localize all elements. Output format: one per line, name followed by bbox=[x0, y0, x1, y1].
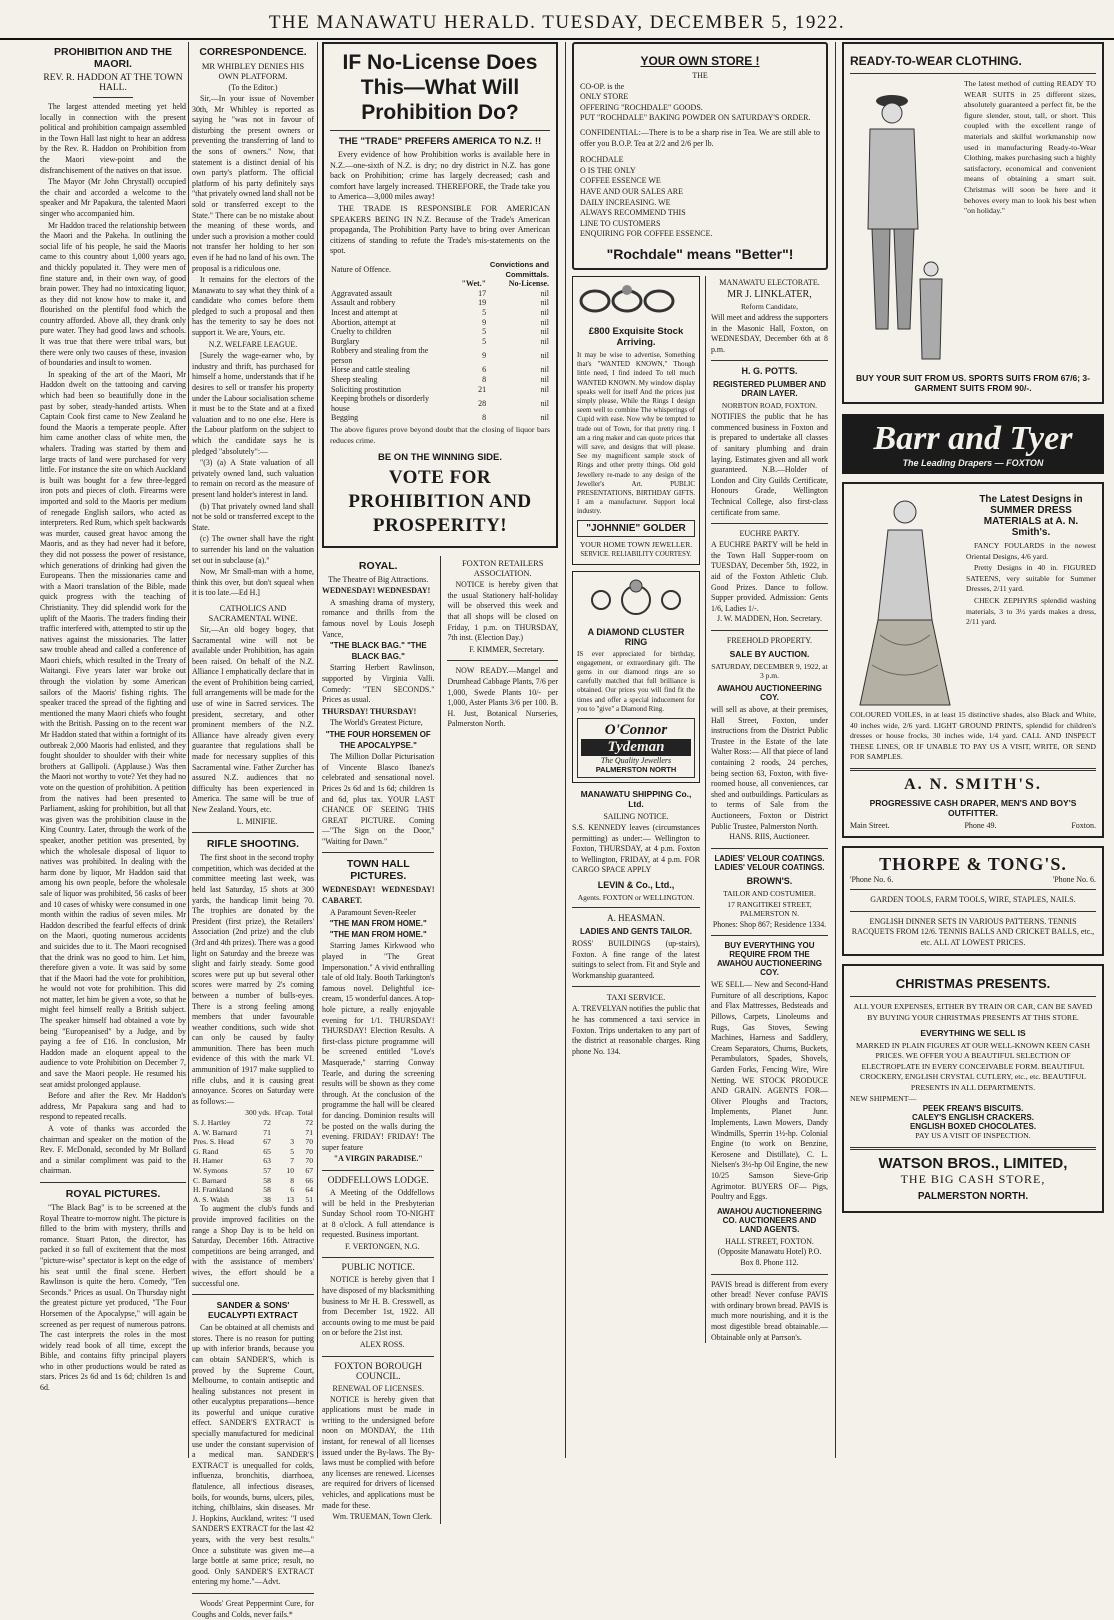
gentleman-illustration-icon bbox=[850, 79, 958, 369]
your-own-store-advert: YOUR OWN STORE ! THE CO-OP. is the ONLY STORE OFFERING "ROCHDALE" GOODS. PUT "ROCHDALE" BAKING POWDER ON SATURDAY'S ORDER. CONFIDENTIAL:—There is to be a sharp rise in Tea. We are still able to offer you B.O.P. Tea at 2/2 and 2/6 per lb. ROCHDALE O IS THE ONLY COFFEE ESSENCE WE HAVE AND OUR SALES ARE DAILY INCREASING. WE ALWAYS RECOMMEND THIS LINE TO CUSTOMERS ENQUIRING FOR COFFEE ESSENCE. "Rochdale" means "Better"! bbox=[572, 42, 828, 270]
summer-dress-advert: The Latest Designs in SUMMER DRESS MATERIALS at A. N. Smith's. FANCY FOULARDS in the newest Oriental Designs, 4/6 yard. Pretty Designs in 40 in. FIGURED SATEENS, very suitable for Summer Dresses, 2/11 yard. CHECK ZEPHYRS splendid washing materials, 3 to 3½ yards makes a dress, 2/11 yard. COLOURED VOILES, in at least 15 distinctive shades, also Black and White, 40 inches wide, 2/6 yard. LIGHT GROUND PRINTS, splendid for children's dresses or house frocks, 30 inches wide, 1/4 yard. CALL AND INSPECT THESE LINES, OR IF UNABLE TO PAY US A VISIT, WRITE, OR SEND FOR SAMPLES. A. N. SMITH'S. PROGRESSIVE CASH DRAPER, MEN'S AND BOY'S OUTFITTER. Main Street. Phone 49. Foxton. bbox=[842, 482, 1104, 838]
town-hall-heading: TOWN HALL PICTURES. bbox=[346, 858, 410, 883]
table-row: Abortion, attempt at 9 nil bbox=[331, 317, 549, 327]
ready-to-wear-advert: READY-TO-WEAR CLOTHING. The latest method of cutting READY TO WEAR SUITS in 25 different sizes, absolutely guaranteed a perfect fit, be the figure slender, stout, tall, or short. This coupled with the excellent range of materials and skilful workmanship now used in manufacturing Ready-to-Wear Clothing, makes purchasing such a highly satisfactory, economical and convenient means of obtaining a smart suit. Christmas will soon be here and it behoves every man to look his best when "on holiday." BUY YOUR SUIT FROM US. SPORTS SUITS FROM 67/6; 3-GARMENT SUITS FROM 90/-. bbox=[842, 42, 1104, 404]
royal-heading: ROYAL. bbox=[358, 560, 398, 573]
thorpe-tongs-advert: THORPE & TONG'S. 'Phone No. 6. 'Phone No. 6. GARDEN TOOLS, FARM TOOLS, WIRE, STAPLES, NAILS. ENGLISH DINNER SETS IN VARIOUS PATTERNS. TENNIS RACQUETS FROM 12/6. TENNIS BALLS AND CRICKET BALLS, etc., etc. ALL AT LOWEST PRICES. bbox=[842, 846, 1104, 956]
table-row: Sheep stealing 8 nil bbox=[331, 375, 549, 385]
column-rule bbox=[565, 42, 566, 1458]
table-row: Pres. S. Head 67 3 70 bbox=[193, 1137, 313, 1147]
table-row: G. Rand 65 5 70 bbox=[193, 1146, 313, 1156]
headline-no-license: IF No-License Does This—What Will Prohibition Do? bbox=[342, 51, 538, 124]
column-5 bbox=[842, 42, 1104, 1458]
prohibition-advert: IF No-License Does This—What Will Prohibition Do? THE "TRADE" PREFERS AMERICA TO N.Z. !! Every evidence of how Prohibition works is available here in N.Z.—one-sixth of N.Z. is dry; no dry district in N.Z. has gone back on Prohibition; crime has largely decreased; cash and comfort have largely increased. THEREFORE, the Trade take you to America—3,000 miles away! THE TRADE IS RESPONSIBLE FOR AMERICAN SPEAKERS BEING IN N.Z. Because of the Trade's American propaganda, The Prohibition Party have to bring over American citizens of standing to refute the Trade's mis-statements on the spot. Nature of Offence. Convictions and Committals. "Wet." No-License. Aggravated assault 17 nil Assault and robbery 19 nil Incest and attempt at 5 nil Abortion, attempt at 9 nil Cruelty to children 5 nil Burglary 5 nil Robbery and stealing from the person 9 nil Horse and cattle stealing 6 nil Sheep stealing 8 nil Soliciting prostitution 21 nil Keeping brothels or disorderly house 28 nil Begging 8 nil The above figures prove beyond doubt that the closing of liquor bars reduces crime. BE ON THE WINNING SIDE. VOTE FOR PROHIBITION AND PROSPERITY! bbox=[322, 42, 558, 548]
table-row: H. Hamer 63 7 70 bbox=[193, 1156, 313, 1166]
table-row: Cruelty to children 5 nil bbox=[331, 327, 549, 337]
lady-illustration-icon bbox=[850, 490, 960, 710]
oconnor-tydeman-logo: O'Connor Tydeman The Quality Jewellers PALMERSTON NORTH bbox=[577, 718, 695, 778]
table-row: Robbery and stealing from the person 9 nil bbox=[331, 346, 549, 365]
table-row: Horse and cattle stealing 6 nil bbox=[331, 365, 549, 375]
column-1 bbox=[40, 42, 186, 1458]
table-row: S. J. Hartley 72 72 bbox=[193, 1118, 313, 1128]
headline-rifle-shooting: RIFLE SHOOTING. bbox=[206, 838, 300, 851]
table-row: Begging 8 nil bbox=[331, 413, 549, 423]
masthead: THE MANAWATU HERALD. TUESDAY, DECEMBER 5, 1922. bbox=[0, 6, 1114, 40]
table-row: Soliciting prostitution 21 nil bbox=[331, 384, 549, 394]
table-row: H. Frankland 58 6 64 bbox=[193, 1185, 313, 1195]
table-row: Incest and attempt at 5 nil bbox=[331, 307, 549, 317]
headline-sanders: SANDER & SONS' EUCALYPTI EXTRACT bbox=[208, 1300, 298, 1321]
article-body: "The Black Bag" is to be screened at the Royal Theatre to-morrow night. The picture is filled to the brim with mystery, thrills and romance. Stuart Paton, the director, has packed it so full of excitement that the most "picture-wise" spectator is kept on the edge of his seat until the final scene. Herbert Rawlinson is quite the hero. Comedy, "Ten Seconds." Prices as usual. On Thursday night the greatest picture yet produced, "The Four Horsemen of the Apocalypse," will again be screened as per request of numerous patrons. The cast interprets the roles in the most widely read book of all time, except the Bible, and contains fifty principal players who in other productions would be rated as stars. Prices 2s 6d and 1s 6d; children 1s and 6d. bbox=[40, 1202, 186, 1393]
barr-and-tyer-logo: Barr and Tyer The Leading Drapers — FOXTON bbox=[842, 414, 1104, 474]
article-body: The largest attended meeting yet held locally in connection with the present political and prohibition campaign assembled in the Town Hall last night to hear an address by the Rev. R. Haddon on Prohibition from the Maori view-point and the disfranchisement of the natives on that issue. The Mayor (Mr John Chrystall) occupied the chair and accorded a welcome to the speaker and Mr Papakura, the talented Maori singer who accompanied him. Mr Haddon traced the relationship between the Maori and the Pakeha. In outlining the social life of his people, he said the Maoris came to this country about 1,000 years ago, and thickly populated it. They were men of fine stature and, in their own way, of good brain power. They had no intoxicating liquor, as they did not know how to make it, and flourished on the plentiful food which the country afforded. Above all, they drank only pure water. They had good laws and schools. It was true that there were tribal wars, but there were only two causes of these, invasion of boundaries and insult to women. In speaking of the art of the Maori, Mr Haddon dwelt on the tattooing and carving which had been so beautifully done in the past by sober, steady-handed artists. When Captain Cook first came to New Zealand he found the Maoris a temperate people. After him came another class of white men, the whalers. Trading was started by them and large tracts of land were purchased for very little. For instance the site on which Auckland is built was bought for a few three-legged iron pots and pieces of cloth. Firearms were imported and sold to the Maoris per medium of renegade English sailors, who acted as interpreters. Red Rum, which spelt backwards was murder, caused great havoc among the Maoris, and as they had never had it before, they did not possess the power of resistance, which generations of drinking had given the Europeans. Then the missionaries came and with a Maori translation of the Bible, made quick progress with the teaching of Christianity. They did splendid work for the uplift of the Maoris. The traders finding their traffic interfered with, attempted to stir up the natives against the missionaries. The latter saw trouble ahead and called a conference of Maori chiefs, which resulted in the Treaty of Waitangi. Five years later war broke out through the violation by some American sailors of the Maoris' fishing rights. The speaker traced the spread of the fighting and mentioned the many Maori chiefs who fought with the British. Passing on to the recent war Mr Haddon stated that within a fortnight of its outbreak 2,000 Maoris had enlisted, and they fought shoulder to shoulder with their white brothers at Gallipoli. (Applause.) Was then the Maori not worthy to vote? Yet they had no vote on the question of prohibition. A petition from the natives had been presented to Parliament, asking for prohibition, but all that was given was the prohibition clause in the King Country. Later, through the work of the speaker, another petition was presented, by which the wholesale disposal of liquor to natives was prohibited. In dealing with the harm done by liquor, Mr Haddon said that among his own people, before the wholesale sale of liquor was prohibited, 56 casks of beer and 10 cases of whisky were consumed in one month within the radius of seven miles. Mr Haddon described the fearful effects of drink on the Maori, quoting numerous accidents and suicides due to it. The Maori recognised that the drink was no good to him. Let him, therefore given a vote. It was said by some that if the Maori had the vote for prohibition, he would not vote for prohibition. This did not matter, let him be given a vote, so that he might feel himself really a British subject. The speaker himself had obtained a vote by being "Europeanised" by a Judge, and by paying a fee of £16. In conclusion, Mr Haddon made an eloquent appeal to the audience to vote Prohibition on December 7, and save the Maori people. He resumed his seat amidst prolonged applause. Before and after the Rev. Mr Haddon's address, Mr Papakura sang and had to respond to repeated recalls. A vote of thanks was accorded the chairman and speaker on the motion of the Rev. F. McDonald, seconded by Mr Bollard and a similar compliment was paid to the chairman. bbox=[40, 102, 186, 1176]
column-rule bbox=[188, 42, 189, 1458]
headline-prohibition-maori: PROHIBITION AND THE MAORI. bbox=[53, 46, 173, 70]
scores-table: 300 yds. H'cap. Total S. J. Hartley 72 72 A. W. Barnard 71 71 Pres. S. Head 67 3 70 G. Rand 65 5 70 H. Hamer 63 7 70 W. Symons 57 10 67 C. Barnard 58 8 66 H. Frankland 58 6 64 A. S. Walsh 38 13 51 bbox=[193, 1108, 313, 1204]
table-row: Burglary 5 nil bbox=[331, 336, 549, 346]
column-rule bbox=[835, 42, 836, 1458]
offence-table: Nature of Offence. Convictions and Committals. "Wet." No-License. Aggravated assault 17 nil Assault and robbery 19 nil Incest and attempt at 5 nil Abortion, attempt at 9 nil Cruelty to children 5 nil Burglary 5 nil Robbery and stealing from the person 9 nil Horse and cattle stealing 6 nil Sheep stealing 8 nil Soliciting prostitution 21 nil Keeping brothels or disorderly house 28 nil Begging 8 nil bbox=[331, 259, 549, 423]
jeweller-advert: £800 Exquisite Stock Arriving. It may be wise to advertise, Something that's "WANTED KNOWN," Though little need, I find indeed To tell much WANTED KNOWN. My window display speaks well for itself And the prices just simply please, While the Rings I design seem well to combine The whisperings of Cupid with ease. Now why be tempted to trade out of Town, for that pretty ring. I am a ring maker and can quote prices that will save, and designs that will please. See my magnificent sample stock of Rings and other pretty things. Old gold Jewellery re-made to any design of the Jeweller's Art. PUBLIC PRESENTATIONS, BIRTHDAY GIFTS. I am a manufacturer. Support local industry. "JOHNNIE" GOLDER YOUR HOME TOWN JEWELLER. SERVICE. RELIABILITY COURTESY. bbox=[572, 276, 700, 565]
rings-icon bbox=[577, 281, 695, 317]
column-rule bbox=[317, 42, 318, 1458]
table-row: W. Symons 57 10 67 bbox=[193, 1166, 313, 1175]
christmas-presents-advert: CHRISTMAS PRESENTS. ALL YOUR EXPENSES, EITHER BY TRAIN OR CAR, CAN BE SAVED BY BUYING YOUR CHRISTMAS PRESENTS AT THIS STORE. EVERYTHING WE SELL IS MARKED IN PLAIN FIGURES AT OUR WELL-KNOWN KEEN CASH PRICES. WE OFFER YOU A BEAUTIFUL SELECTION OF ELECTROPLATE IN EVERY CONCEIVABLE FORM. BEAUTIFUL CROCKERY, ENGLISH CRYSTAL CUTLERY, etc., etc. BEAUTIFUL PRESENTS IN ALL DEPARTMENTS. NEW SHIPMENT— PEEK FREAN'S BISCUITS. CALEY'S ENGLISH CRACKERS. ENGLISH BOXED CHOCOLATES. PAY US A VISIT OF INSPECTION. WATSON BROS., LIMITED, THE BIG CASH STORE, PALMERSTON NORTH. bbox=[842, 964, 1104, 1212]
headline-royal-pictures: ROYAL PICTURES. bbox=[65, 1187, 161, 1200]
table-row: Aggravated assault 17 nil bbox=[331, 288, 549, 298]
table-row: Assault and robbery 19 nil bbox=[331, 298, 549, 308]
subhead-haddon: REV. R. HADDON AT THE TOWN HALL. bbox=[43, 73, 183, 93]
diamond-ring-advert: A DIAMOND CLUSTER RING IS ever appreciated for birthday, engagement, or extraordinary gift. The gems in our diamond rings are so carefully matched that full brilliance is obtained. Our prices you will find fit the times and offer a special inducement for you to "give" a Diamond Ring. O'Connor Tydeman The Quality Jewellers PALMERSTON NORTH bbox=[572, 571, 700, 783]
vote-for-prohibition: VOTE FOR PROHIBITION AND PROSPERITY! bbox=[348, 467, 532, 537]
table-row: A. W. Barnard 71 71 bbox=[193, 1127, 313, 1137]
table-row: C. Barnard 58 8 66 bbox=[193, 1175, 313, 1185]
headline-correspondence: CORRESPONDENCE. bbox=[199, 46, 307, 58]
diamond-ring-icon bbox=[577, 576, 695, 618]
column-3: IF No-License Does This—What Will Prohibition Do? THE "TRADE" PREFERS AMERICA TO N.Z. !! Every evidence of how Prohibition works is available here in N.Z.—one-sixth of N.Z. is dry; no dry district in N.Z. has gone back on Prohibition; crime has largely decreased; cash and comfort have largely increased. THEREFORE, the Trade take you to America—3,000 miles away! THE TRADE IS RESPONSIBLE FOR AMERICAN SPEAKERS BEING IN N.Z. Because of the Trade's American propaganda, The Prohibition Party have to bring over American citizens of standing to refute the Trade's mis-statements on the spot. Nature of Offence. Convictions and Committals. "Wet." No-License. Aggravated assault 17 nil Assault and robbery 19 nil Incest and attempt at 5 nil Abortion, attempt at 9 nil Cruelty to children 5 nil Burglary 5 nil Robbery and stealing from the person 9 nil Horse and cattle stealing 6 nil Sheep stealing 8 nil Soliciting prostitution 21 nil Keeping brothels or disorderly house 28 nil Begging 8 nil The above figures prove beyond doubt that the closing of liquor bars reduces crime. BE ON THE WINNING SIDE. VOTE FOR PROHIBITION AND PROSPERITY! ROYAL. The Theatre of Big Attractions. WEDNESDAY! WEDNESDAY! A smashing drama of mystery, romance and thrills from the famous novel by Louis Joseph Vance, "THE BLACK BAG." "THE BLACK BAG." Starring Herbert Rawlinson, supported by Virginia Valli. Comedy: "TEN SECONDS." Prices as usual. THURSDAY! THURSDAY! The World's Greatest Picture, "THE FOUR HORSEMEN OF THE APOCALYPSE." The Million Dollar Picturisation of Vincente Blasco Ibanez's celebrated and sensational novel. Prices 2s 6d and 1s 6d; children 1s and 6d, plus tax. YOUR LAST CHANCE OF SEEING THIS GREAT PICTURE. Coming—"The Sign on the Door," "Waiting for Dawn." TOWN HALL PICTURES. WEDNESDAY! WEDNESDAY! CABARET. A Paramount Seven-Reeler "THE MAN FROM HOME." "THE MAN FROM HOME." Starring James Kirkwood who played in "The Great Impersonation." A vivid enthralling tale of old Italy. Booth Tarkington's famous novel. Delightful ice-cream, 15 wonderful dances. A top-hole picture, a really enjoyable evening for 1/1. THURSDAY! THURSDAY! Election Results. A first-class picture programme will be screened entitled "Love's Masquerade," starring Conway Tearle, and during the screening results will be shown as they come through. At the conclusion of the programme the hall will be cleared for dancing. Dominion results will be posted on the walls during the evening. FRIDAY! FRIDAY! The super feature "A VIRGIN PARADISE." ODDFELLOWS LODGE. A Meeting of the Oddfellows will be held in the Presbyterian Sunday School room TO-NIGHT at 8 o'clock. A full attendance is requested. Business important. F. VERTONGEN, N.G. PUBLIC NOTICE. NOTICE is hereby given that I have disposed of my blacksmithing business to Mr H. B. Cresswell, as from December 1st, 1922. All accounts owing to me must be paid on or before the 21st inst. ALEX ROSS. FOXTON BOROUGH COUNCIL. RENEWAL OF LICENSES. NOTICE is hereby given that applications must be made in writing to the undersigned before noon on MONDAY, the 11th instant, for renewal of all licenses issued under the By-laws. The By-laws must be complied with before any licenses are renewed. Licenses are required for drivers of licensed vehicles, and applications must be made for these. Wm. TRUEMAN, Town Clerk. FOXTON RETAILERS ASSOCIATION. NOTICE is hereby given that the usual Stationery half-holiday will be observed this week and that all shops will be closed on Friday, 1 p.m. on THURSDAY, 7th inst. (Election Day.) F. KIMMER, Secretary. NOW READY.—Mangel and Drumhead Cabbage Plants, 7/6 per 1,000, Swede Plants 10/- per 1,000, Aster Plants 3/6 per 100. B. H. Just, Botanical Nurseries, Palmerston North. bbox=[322, 42, 558, 1458]
table-row: Keeping brothels or disorderly house 28 nil bbox=[331, 394, 549, 413]
table-row: A. S. Walsh 38 13 51 bbox=[193, 1194, 313, 1204]
column-4: YOUR OWN STORE ! THE CO-OP. is the ONLY STORE OFFERING "ROCHDALE" GOODS. PUT "ROCHDALE" BAKING POWDER ON SATURDAY'S ORDER. CONFIDENTIAL:—There is to be a sharp rise in Tea. We are still able to offer you B.O.P. Tea at 2/2 and 2/6 per lb. ROCHDALE O IS THE ONLY COFFEE ESSENCE WE HAVE AND OUR SALES ARE DAILY INCREASING. WE ALWAYS RECOMMEND THIS LINE TO CUSTOMERS ENQUIRING FOR COFFEE ESSENCE. "Rochdale" means "Better"! £800 Exquisite Stock Arriving. It may be wise to advertise, Something that's "WANTED KNOWN," Though little need, I find indeed To tell much WANTED KNOWN. My window display speaks well for itself And the prices just simply please, While the Rings I design seem well to combine The whisperings of Cupid with ease. Now why be tempted to trade out of Town, for that pretty ring. I am a ring maker and can quote prices that will save, and designs that will please. See my magnificent sample stock of Rings and other pretty things. Old gold Jewellery re-made to any design of the Jeweller's Art. PUBLIC PRESENTATIONS, BIRTHDAY GIFTS. I am a manufacturer. Support local industry. "JOHNNIE" GOLDER YOUR HOME TOWN JEWELLER. SERVICE. RELIABILITY COURTESY. A DIAMOND CLUSTER RING IS ever appreciated for birthday, engagement, or extraordinary gift. The gems in our diamond rings are so carefully matched that full brilliance is obtained. Our prices you will find fit the times and offer a special inducement for you to "give" a Diamond Ring. O'Connor Tydeman The Quality Jewellers PALMERSTON NORTH MANAWATU SHIPPING Co., Ltd. SAILING NOTICE. S.S. KENNEDY leaves (circumstances permitting) as under:— Wellington to Foxton, THURSDAY, at 4 p.m. Foxton to Wellington, FRIDAY, at 4 p.m. FOR CARGO SPACE APPLY LEVIN & Co., Ltd., Agents. FOXTON or WELLINGTON. A. HEASMAN. LADIES AND GENTS TAILOR. ROSS' BUILDINGS (up-stairs), Foxton. A fine range of the latest suitings to select from. Fit and Style and Workmanship guaranteed. TAXI SERVICE. A. TREVELYAN notifies the public that he has commenced a taxi service in Foxton. Trips undertaken to any part of the district at reasonable charges. Ring phone No. 134. MANAWATU ELECTORATE. MR J. LINKLATER, Reform Candidate, Will meet and address the supporters in the Masonic Hall, Foxton, on WEDNESDAY, December 6th at 8 p.m. H. G. POTTS. REGISTERED PLUMBER AND DRAIN LAYER. NORBTON ROAD, FOXTON. NOTIFIES the public that he has commenced business in Foxton and is prepared to undertake all classes of sanitary plumbing and drain laying. Estimates given and all work guaranteed. N.B.—Holder of London and City Guilds Certificate, Honours Grade, Wellington Technical College, also first-class certificate from same. EUCHRE PARTY. A EUCHRE PARTY will be held in the Town Hall Supper-room on TUESDAY, December 5th, 1922, in aid of the Foxton Athletic Club. Good Prizes. Dance to follow. Supper provided. Admission: Gents 1/6, Ladies 1/-. J. W. MADDEN, Hon. Secretary. FREEHOLD PROPERTY. SALE BY AUCTION. SATURDAY, DECEMBER 9, 1922, at 3 p.m. AWAHOU AUCTIONEERING COY. will sell as above, at their premises, Hall Street, Foxton, under instructions from the District Public Trustee in the Estate of the late Walter Ross:— All that piece of land containing 2 roods, 24 perches, being section 63, Foxton, with five-roomed house, all conveniences, car shed and outbuildings. Particulars as to terms of Sale from the Auctioneers, Foxton or District Public Trustee, Palmerston North. HANS. RIIS, Auctioneer. LADIES' VELOUR COATINGS. LADIES' VELOUR COATINGS. BROWN'S. TAILOR AND COSTUMIER. 17 RANGITIKEI STREET, PALMERSTON N. Phones: Shop 867; Residence 1334. BUY EVERYTHING YOU REQUIRE FROM THE AWAHOU AUCTIONEERING COY. WE SELL— New and Second-Hand Furniture of all descriptions, Kapoc and Flax Mattresses, Bedsteads and Pillows, Carpets, Linoleums and Rugs, Gas Stoves, Sewing Machines, Harness and Saddlery, Cream Separators, Churns, Buckets, Perambulators, Spades, Shovels, Garden Forks, Fencing Wire, Wire Netting. WE STOCK PRODUCE AND GRAIN. AGENTS FOR— Oliver Ploughs and Tractors, Implements, Planet Junr. Implements, Lawn Mowers, Dandy Windmills, Sperrin 1½-hp. Colonial Engine (to work on Benzine, Kerosene and Distillate), C. L. Nielsen's 3½-hp Oil Engine, the new 10/25 Samson Sieve-Grip Agrimotor. BUYERS OF— Pigs, Poultry and Eggs. AWAHOU AUCTIONEERING CO. AUCTIONEERS AND LAND AGENTS. HALL STREET, FOXTON. (Opposite Manawatu Hotel) P.O. Box 8. Phone 112. PAVIS bread is different from every other bread! Never confuse PAVIS with ordinary brown bread. PAVIS is much more nourishing, and it is the most digestible bread obtainable.—Obtainable only at Parrson's. bbox=[572, 42, 828, 1458]
column-2: CORRESPONDENCE. MR WHIBLEY DENIES HIS OWN PLATFORM. (To the Editor.) Sir,—In your issue of November 30th, Mr Whibley is reported as saying he "was not in favour of disturbing the present owners or preventing the transferring of land to the sons of owners." Now, that statement is a distinct denial of his own party's platform. The official platform of his party definitely says "that privately owned land shall not be sold or transferred except to the State." There can be no mistake about the meaning of these words, and under such a provision a mother could not transfer her holding to her son even if he had no land of his own. The proposal is a ridiculous one. It remains for the electors of the Manawatu to say what they think of a candidate who comes before them pledged to such a proposal and then has the temerity to say he does not support it. We are, Yours, etc. N.Z. WELFARE LEAGUE. [Surely the wage-earner who, by industry and thrift, has purchased for himself a home, understands that if he desires to sell or transfer his property under the Labour socialisation scheme it must be to the State and at a fixed valuation and to no one else. Here is the Labour platform on the subject to which the candidate says he is pledged "absolutely":— "(3) (a) A State valuation of all privately owned land, such valuation to remain on record as the measure of present land holder's interest in land. (b) That privately owned land shall not be sold or transferred except to the State. (c) The owner shall have the right to surrender his land on the valuation set out in subclause (a)." Now, Mr Small-man with a home, think this over, but don't squeal when it is too late.—Ed H.] CATHOLICS AND SACRAMENTAL WINE. Sir,—An old bogey bogey, that Sacramental wine will not be available under Prohibition, has again been raised. On behalf of the N.Z. Alliance I emphatically declare that in the event of Prohibition being carried, full arrangements will be made for the use of wine in Sacred services. The president, secretary, and other prominent members of the N.Z. Alliance have already given every guarantee that regulations shall be made for necessary supplies of this Sacramental wine. Father Zurcher has assured N.Z. audiences that no difficulty has been experienced in America. The same will be true of New Zealand. Yours, etc. L. MINIFIE. RIFLE SHOOTING. The first shoot in the second trophy competition, which was decided at the committee meeting last week, was held last Saturday, 15 shots at 300 yards, the handicap limit being 70. The trophies are donated by the President (first prize), the Retailers' Association (2nd prize) and the club (3rd and 4th prizes). There was a good light on Saturday and the breeze was slight and fairly steady. Some good scores were put up but several other scores were marred by 2's coming between a number of bulls-eyes. There is a strong feeling among members that under favourable weather conditions, such wide shot can only be caused by faulty ammunition. There has been much evidence of this with the mark VI. ammunition of 1917 make supplied to rifle clubs, and it is causing great annoyance. Scores on Saturday were as follows:— 300 yds. H'cap. Total S. J. Hartley 72 72 A. W. Barnard 71 71 Pres. S. Head 67 3 70 G. Rand 65 5 70 H. Hamer 63 7 70 W. Symons 57 10 67 C. Barnard 58 8 66 H. Frankland 58 6 64 A. S. Walsh 38 13 51 To augment the club's funds and provide improved facilities on the range a Shop Day is to be held on Saturday, December 16th. Attractive competitions are being arranged, and with the assistance of members' wives, the effort should be a successful one. SANDER & SONS' EUCALYPTI EXTRACT Can be obtained at all chemists and stores. There is no reason for putting up with inferior brands, because you can obtain SANDER'S, which is proved by the Supreme Court, Melbourne, to contain antiseptic and healing substances not present in other eucalyptus preparations—hence its powerful and unique curative effect. SANDER'S EXTRACT is specially manufactured for medicinal use under the constant supervision of a medical man. SANDER'S EXTRACT is unequalled for colds, influenza, bronchitis, diarrhoea, flatulence, all infectious diseases, boils, for wounds, burns, ulcers, piles, itching, chilblains, skin diseases. Mr J. Hopkins, Auckland, writes: "I used SANDER'S EXTRACT for the last 42 years, with the very best results." Once a substitute was given me—a large bottle at same price; result, no good. Only SANDER'S EXTRACT entering my home."—Advt. Woods' Great Peppermint Cure, for Coughs and Colds, never fails.* bbox=[192, 46, 314, 1619]
